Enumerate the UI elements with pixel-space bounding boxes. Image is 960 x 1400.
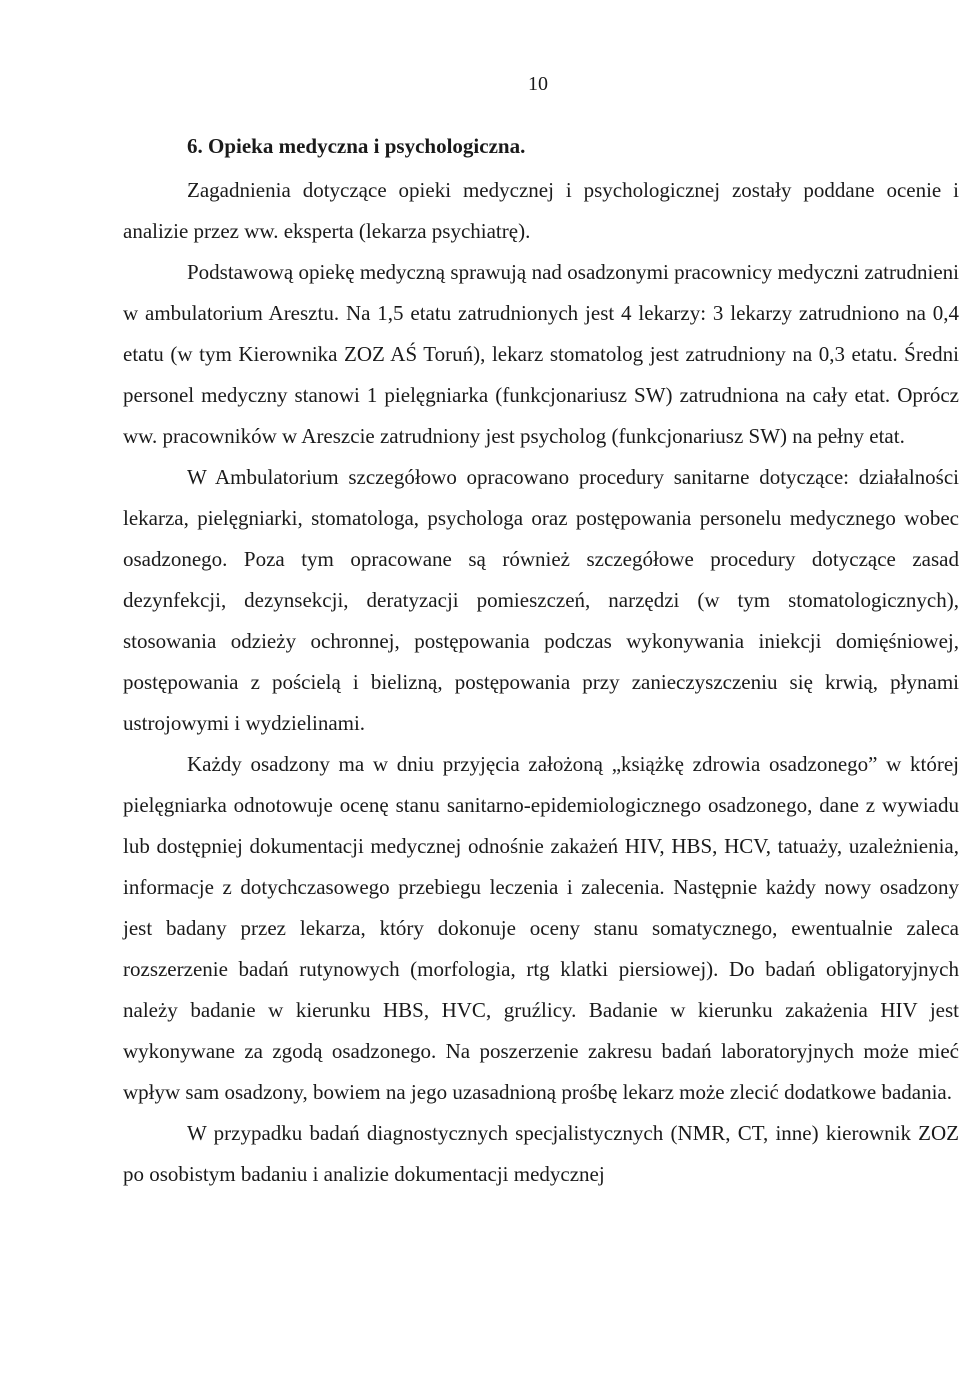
section-heading: 6. Opieka medyczna i psychologiczna. <box>187 134 526 158</box>
paragraph-diagnostics: W przypadku badań diagnostycznych specjalistycznych (NMR, CT, inne) kierownik ZOZ po osobistym badaniu i analizie dokumentacji medycznej <box>123 1121 959 1186</box>
document-body <box>123 130 959 1195</box>
page-number: 10 <box>528 73 548 95</box>
paragraph-procedures: W Ambulatorium szczegółowo opracowano procedury sanitarne dotyczące: działalności lekarza, pielęgniarki, stomatologa, psychologa oraz postępowania personelu medycznego wobec osadzonego. Poza tym opracowane są również szczegółowe procedury dotyczące zasad dezynfekcji, dezynsekcji, deratyzacji pomieszczeń, narzędzi (w tym stomatologicznych), stosowania odzieży ochronnej, postępowania podczas wykonywania iniekcji domięśniowej, postępowania z pościelą i bielizną, postępowania przy zanieczyszczeniu się krwią, płynami ustrojowymi i wydzielinami. <box>123 465 959 735</box>
paragraph-staff: Podstawową opiekę medyczną sprawują nad osadzonymi pracownicy medyczni zatrudnieni w ambulatorium Aresztu. Na 1,5 etatu zatrudnionych jest 4 lekarzy: 3 lekarzy zatrudniono na 0,4 etatu (w tym Kierownika ZOZ AŚ Toruń), lekarz stomatolog jest zatrudniony na 0,3 etatu. Średni personel medyczny stanowi 1 pielęgniarka (funkcjonariusz SW) zatrudniona na cały etat. Oprócz ww. pracowników w Areszcie zatrudniony jest psycholog (funkcjonariusz SW) na pełny etat. <box>123 260 959 448</box>
paragraph-intro: Zagadnienia dotyczące opieki medycznej i psychologicznej zostały poddane ocenie i analizie przez ww. eksperta (lekarza psychiatrę). <box>123 178 959 243</box>
paragraph-admission: Każdy osadzony ma w dniu przyjęcia założoną „książkę zdrowia osadzonego” w której pielęgniarka odnotowuje ocenę stanu sanitarno-epidemiologicznego osadzonego, dane z wywiadu lub dostępniej dokumentacji medycznej odnośnie zakażeń HIV, HBS, HCV, tatuaży, uzależnienia, informacje z dotychczasowego przebiegu leczenia i zalecenia. Następnie każdy nowy osadzony jest badany przez lekarza, który dokonuje oceny stanu somatycznego, ewentualnie zaleca rozszerzenie badań rutynowych (morfologia, rtg klatki piersiowej). Do badań obligatoryjnych należy badanie w kierunku HBS, HVC, gruźlicy. Badanie w kierunku zakażenia HIV jest wykonywane za zgodą osadzonego. Na poszerzenie zakresu badań laboratoryjnych może mieć wpływ sam osadzony, bowiem na jego uzasadnioną prośbę lekarz może zlecić dodatkowe badania. <box>123 752 959 1104</box>
